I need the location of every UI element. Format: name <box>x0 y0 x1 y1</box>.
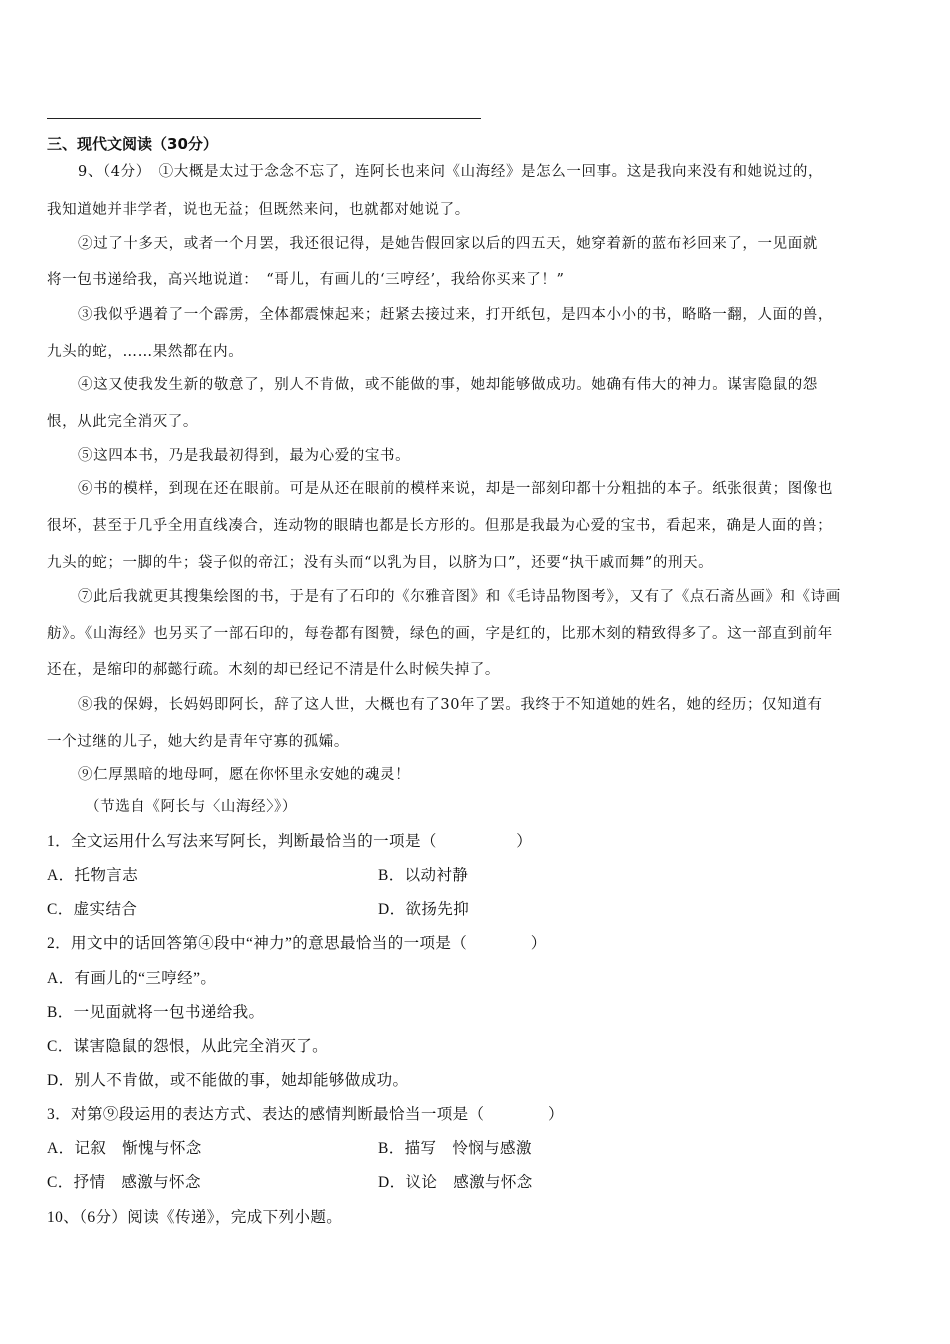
passage-line: 9、（4分） ①大概是太过于念念不忘了，连阿长也来问《山海经》是怎么一回事。这是我向来没有和她说过的， <box>78 164 824 180</box>
option-c: C．谋害隐鼠的怨恨，从此完全消灭了。 <box>47 1038 329 1055</box>
top-rule <box>47 118 481 119</box>
option-a: A．记叙 惭愧与怀念 <box>47 1140 202 1157</box>
option-b: B．一见面就将一包书递给我。 <box>47 1004 265 1021</box>
option-d: D．欲扬先抑 <box>378 901 470 918</box>
passage-line: ③我似乎遇着了一个霹雳，全体都震悚起来；赶紧去接过来，打开纸包，是四本小小的书，略略一翻，人面的兽， <box>78 307 833 323</box>
passage-line: ⑦此后我就更其搜集绘图的书，于是有了石印的《尔雅音图》和《毛诗品物图考》，又有了《点石斋丛画》和《诗画 <box>78 589 841 605</box>
passage-line: 九头的蛇；一脚的牛；袋子似的帝江；没有头而“以乳为目，以脐为口”，还要“执干戚而舞”的刑天。 <box>47 555 714 571</box>
passage-line: 很坏，甚至于几乎全用直线凑合，连动物的眼睛也都是长方形的。但那是我最为心爱的宝书，看起来，确是人面的兽； <box>47 518 833 534</box>
passage-line: ⑨仁厚黑暗的地母呵，愿在你怀里永安她的魂灵！ <box>78 767 411 783</box>
passage-line: 舫》。《山海经》也另买了一部石印的，每卷都有图赞，绿色的画，字是红的，比那木刻的精致得多了。这一部直到前年 <box>47 626 833 642</box>
passage-line: 九头的蛇，……果然都在内。 <box>47 344 244 360</box>
passage-line: 还在，是缩印的郝懿行疏。木刻的却已经记不清是什么时候失掉了。 <box>47 662 500 678</box>
option-c: C．虚实结合 <box>47 901 138 918</box>
passage-line: ⑧我的保姆，长妈妈即阿长，辞了这人世，大概也有了30年了罢。我终于不知道她的姓名，她的经历；仅知道有 <box>78 697 823 713</box>
passage-line: ⑤这四本书，乃是我最初得到，最为心爱的宝书。 <box>78 448 411 464</box>
option-d: D．议论 感激与怀念 <box>378 1174 533 1191</box>
option-a: A．托物言志 <box>47 867 139 884</box>
passage-line: 一个过继的儿子，她大约是青年守寡的孤孀。 <box>47 734 349 750</box>
passage-line: ②过了十多天，或者一个月罢，我还很记得，是她告假回家以后的四五天，她穿着新的蓝布衫回来了，一见面就 <box>78 236 818 252</box>
option-b: B．以动衬静 <box>378 867 469 884</box>
question-stem: 1．全文运用什么写法来写阿长，判断最恰当的一项是（ ） <box>47 833 533 850</box>
question-10-heading: 10、（6分）阅读《传递》，完成下列小题。 <box>47 1209 343 1226</box>
section-title: 三、现代文阅读（30分） <box>47 135 218 153</box>
passage-source: （节选自《阿长与〈山海经〉》） <box>85 799 297 815</box>
passage-line: ④这又使我发生新的敬意了，别人不肯做，或不能做的事，她却能够做成功。她确有伟大的神力。谋害隐鼠的怨 <box>78 377 818 393</box>
passage-line: 恨，从此完全消灭了。 <box>47 414 198 430</box>
question-stem: 3．对第⑨段运用的表达方式、表达的感情判断最恰当一项是（ ） <box>47 1106 564 1123</box>
option-d: D．别人不肯做，或不能做的事，她却能够做成功。 <box>47 1072 409 1089</box>
option-a: A．有画儿的“三哼经”。 <box>47 970 217 987</box>
option-b: B．描写 怜悯与感激 <box>378 1140 532 1157</box>
passage-line: ⑥书的模样，到现在还在眼前。可是从还在眼前的模样来说，却是一部刻印都十分粗拙的本子。纸张很黄；图像也 <box>78 481 833 497</box>
option-c: C．抒情 感激与怀念 <box>47 1174 201 1191</box>
question-stem: 2．用文中的话回答第④段中“神力”的意思最恰当的一项是（ ） <box>47 935 547 952</box>
passage-line: 将一包书递给我，高兴地说道： “哥儿，有画儿的‘三哼经’，我给你买来了！” <box>47 272 565 288</box>
passage-line: 我知道她并非学者，说也无益；但既然来问，也就都对她说了。 <box>47 202 470 218</box>
